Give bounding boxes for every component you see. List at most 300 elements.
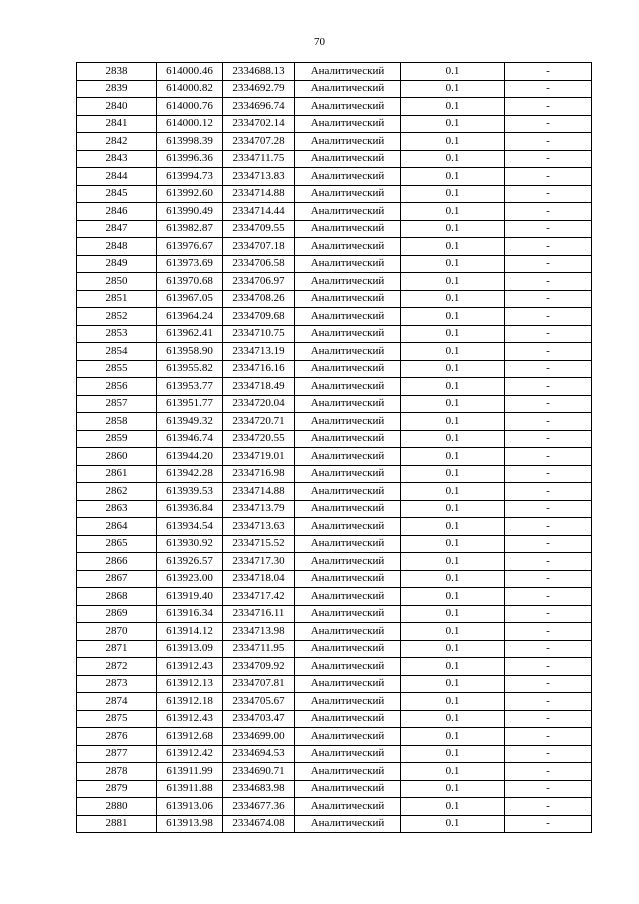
x-coordinate-cell: 613911.99 — [157, 763, 223, 781]
method-cell: Аналитический — [295, 623, 401, 641]
note-cell: - — [505, 465, 592, 483]
point-number-cell: 2871 — [77, 640, 157, 658]
table-row — [77, 518, 592, 536]
note-cell: - — [505, 588, 592, 606]
method-cell: Аналитический — [295, 693, 401, 711]
accuracy-cell: 0.1 — [401, 745, 505, 763]
method-cell: Аналитический — [295, 483, 401, 501]
y-coordinate-cell: 2334718.49 — [223, 378, 295, 396]
table-row — [77, 658, 592, 676]
x-coordinate-cell: 613967.05 — [157, 290, 223, 308]
method-cell: Аналитический — [295, 763, 401, 781]
note-cell: - — [505, 518, 592, 536]
x-coordinate-cell: 613912.68 — [157, 728, 223, 746]
table-row — [77, 273, 592, 291]
method-cell: Аналитический — [295, 378, 401, 396]
accuracy-cell: 0.1 — [401, 290, 505, 308]
y-coordinate-cell: 2334719.01 — [223, 448, 295, 466]
accuracy-cell: 0.1 — [401, 535, 505, 553]
accuracy-cell: 0.1 — [401, 185, 505, 203]
note-cell: - — [505, 115, 592, 133]
y-coordinate-cell: 2334717.42 — [223, 588, 295, 606]
point-number-cell: 2842 — [77, 133, 157, 151]
note-cell: - — [505, 623, 592, 641]
accuracy-cell: 0.1 — [401, 465, 505, 483]
table-row — [77, 290, 592, 308]
y-coordinate-cell: 2334711.95 — [223, 640, 295, 658]
table-row — [77, 63, 592, 81]
table-row — [77, 255, 592, 273]
point-number-cell: 2872 — [77, 658, 157, 676]
method-cell: Аналитический — [295, 535, 401, 553]
method-cell: Аналитический — [295, 238, 401, 256]
accuracy-cell: 0.1 — [401, 483, 505, 501]
table-row — [77, 238, 592, 256]
x-coordinate-cell: 613912.43 — [157, 710, 223, 728]
method-cell: Аналитический — [295, 63, 401, 81]
point-number-cell: 2877 — [77, 745, 157, 763]
method-cell: Аналитический — [295, 308, 401, 326]
y-coordinate-cell: 2334706.97 — [223, 273, 295, 291]
accuracy-cell: 0.1 — [401, 675, 505, 693]
note-cell: - — [505, 238, 592, 256]
note-cell: - — [505, 290, 592, 308]
table-row — [77, 343, 592, 361]
table-row — [77, 815, 592, 833]
note-cell: - — [505, 360, 592, 378]
point-number-cell: 2878 — [77, 763, 157, 781]
note-cell: - — [505, 780, 592, 798]
x-coordinate-cell: 613982.87 — [157, 220, 223, 238]
point-number-cell: 2848 — [77, 238, 157, 256]
y-coordinate-cell: 2334702.14 — [223, 115, 295, 133]
table-row — [77, 728, 592, 746]
table-row — [77, 465, 592, 483]
x-coordinate-cell: 613976.67 — [157, 238, 223, 256]
table-row — [77, 570, 592, 588]
method-cell: Аналитический — [295, 710, 401, 728]
x-coordinate-cell: 613958.90 — [157, 343, 223, 361]
accuracy-cell: 0.1 — [401, 570, 505, 588]
note-cell: - — [505, 255, 592, 273]
point-number-cell: 2881 — [77, 815, 157, 833]
point-number-cell: 2858 — [77, 413, 157, 431]
method-cell: Аналитический — [295, 640, 401, 658]
x-coordinate-cell: 613934.54 — [157, 518, 223, 536]
x-coordinate-cell: 613916.34 — [157, 605, 223, 623]
table-row — [77, 763, 592, 781]
method-cell: Аналитический — [295, 518, 401, 536]
y-coordinate-cell: 2334717.30 — [223, 553, 295, 571]
y-coordinate-cell: 2334714.88 — [223, 483, 295, 501]
method-cell: Аналитический — [295, 588, 401, 606]
point-number-cell: 2856 — [77, 378, 157, 396]
y-coordinate-cell: 2334683.98 — [223, 780, 295, 798]
x-coordinate-cell: 613964.24 — [157, 308, 223, 326]
method-cell: Аналитический — [295, 570, 401, 588]
method-cell: Аналитический — [295, 728, 401, 746]
method-cell: Аналитический — [295, 658, 401, 676]
x-coordinate-cell: 613998.39 — [157, 133, 223, 151]
accuracy-cell: 0.1 — [401, 238, 505, 256]
note-cell: - — [505, 430, 592, 448]
x-coordinate-cell: 613913.09 — [157, 640, 223, 658]
method-cell: Аналитический — [295, 255, 401, 273]
table-row — [77, 535, 592, 553]
table-row — [77, 413, 592, 431]
point-number-cell: 2870 — [77, 623, 157, 641]
point-number-cell: 2838 — [77, 63, 157, 81]
y-coordinate-cell: 2334713.63 — [223, 518, 295, 536]
table-row — [77, 80, 592, 98]
table-row — [77, 483, 592, 501]
note-cell: - — [505, 815, 592, 833]
x-coordinate-cell: 613973.69 — [157, 255, 223, 273]
table-row — [77, 98, 592, 116]
table-row — [77, 675, 592, 693]
x-coordinate-cell: 613944.20 — [157, 448, 223, 466]
point-number-cell: 2875 — [77, 710, 157, 728]
point-number-cell: 2869 — [77, 605, 157, 623]
x-coordinate-cell: 614000.46 — [157, 63, 223, 81]
y-coordinate-cell: 2334677.36 — [223, 798, 295, 816]
method-cell: Аналитический — [295, 80, 401, 98]
point-number-cell: 2874 — [77, 693, 157, 711]
table-row — [77, 360, 592, 378]
x-coordinate-cell: 613923.00 — [157, 570, 223, 588]
accuracy-cell: 0.1 — [401, 588, 505, 606]
table-row — [77, 623, 592, 641]
x-coordinate-cell: 613962.41 — [157, 325, 223, 343]
x-coordinate-cell: 613990.49 — [157, 203, 223, 221]
method-cell: Аналитический — [295, 185, 401, 203]
accuracy-cell: 0.1 — [401, 413, 505, 431]
y-coordinate-cell: 2334709.92 — [223, 658, 295, 676]
accuracy-cell: 0.1 — [401, 378, 505, 396]
accuracy-cell: 0.1 — [401, 133, 505, 151]
table-row — [77, 220, 592, 238]
method-cell: Аналитический — [295, 395, 401, 413]
accuracy-cell: 0.1 — [401, 605, 505, 623]
point-number-cell: 2873 — [77, 675, 157, 693]
accuracy-cell: 0.1 — [401, 763, 505, 781]
point-number-cell: 2866 — [77, 553, 157, 571]
note-cell: - — [505, 308, 592, 326]
table-row — [77, 185, 592, 203]
x-coordinate-cell: 613912.18 — [157, 693, 223, 711]
note-cell: - — [505, 500, 592, 518]
note-cell: - — [505, 798, 592, 816]
y-coordinate-cell: 2334707.81 — [223, 675, 295, 693]
accuracy-cell: 0.1 — [401, 325, 505, 343]
x-coordinate-cell: 613912.43 — [157, 658, 223, 676]
accuracy-cell: 0.1 — [401, 168, 505, 186]
x-coordinate-cell: 613942.28 — [157, 465, 223, 483]
point-number-cell: 2844 — [77, 168, 157, 186]
method-cell: Аналитический — [295, 360, 401, 378]
accuracy-cell: 0.1 — [401, 150, 505, 168]
point-number-cell: 2851 — [77, 290, 157, 308]
note-cell: - — [505, 658, 592, 676]
method-cell: Аналитический — [295, 168, 401, 186]
point-number-cell: 2846 — [77, 203, 157, 221]
accuracy-cell: 0.1 — [401, 203, 505, 221]
point-number-cell: 2841 — [77, 115, 157, 133]
y-coordinate-cell: 2334674.08 — [223, 815, 295, 833]
point-number-cell: 2843 — [77, 150, 157, 168]
accuracy-cell: 0.1 — [401, 308, 505, 326]
method-cell: Аналитический — [295, 465, 401, 483]
x-coordinate-cell: 613914.12 — [157, 623, 223, 641]
point-number-cell: 2863 — [77, 500, 157, 518]
method-cell: Аналитический — [295, 290, 401, 308]
point-number-cell: 2849 — [77, 255, 157, 273]
method-cell: Аналитический — [295, 413, 401, 431]
accuracy-cell: 0.1 — [401, 98, 505, 116]
y-coordinate-cell: 2334707.28 — [223, 133, 295, 151]
point-number-cell: 2850 — [77, 273, 157, 291]
note-cell: - — [505, 133, 592, 151]
accuracy-cell: 0.1 — [401, 780, 505, 798]
table-row — [77, 325, 592, 343]
coordinates-table — [76, 62, 592, 833]
method-cell: Аналитический — [295, 220, 401, 238]
note-cell: - — [505, 675, 592, 693]
y-coordinate-cell: 2334694.53 — [223, 745, 295, 763]
note-cell: - — [505, 395, 592, 413]
y-coordinate-cell: 2334713.83 — [223, 168, 295, 186]
accuracy-cell: 0.1 — [401, 430, 505, 448]
y-coordinate-cell: 2334692.79 — [223, 80, 295, 98]
accuracy-cell: 0.1 — [401, 658, 505, 676]
y-coordinate-cell: 2334690.71 — [223, 763, 295, 781]
y-coordinate-cell: 2334714.88 — [223, 185, 295, 203]
y-coordinate-cell: 2334716.98 — [223, 465, 295, 483]
table-row — [77, 798, 592, 816]
method-cell: Аналитический — [295, 675, 401, 693]
y-coordinate-cell: 2334705.67 — [223, 693, 295, 711]
table-row — [77, 553, 592, 571]
method-cell: Аналитический — [295, 605, 401, 623]
y-coordinate-cell: 2334720.04 — [223, 395, 295, 413]
x-coordinate-cell: 614000.76 — [157, 98, 223, 116]
y-coordinate-cell: 2334711.75 — [223, 150, 295, 168]
accuracy-cell: 0.1 — [401, 553, 505, 571]
point-number-cell: 2853 — [77, 325, 157, 343]
x-coordinate-cell: 613926.57 — [157, 553, 223, 571]
accuracy-cell: 0.1 — [401, 115, 505, 133]
x-coordinate-cell: 613930.92 — [157, 535, 223, 553]
point-number-cell: 2855 — [77, 360, 157, 378]
note-cell: - — [505, 605, 592, 623]
note-cell: - — [505, 168, 592, 186]
note-cell: - — [505, 80, 592, 98]
table-row — [77, 605, 592, 623]
method-cell: Аналитический — [295, 448, 401, 466]
accuracy-cell: 0.1 — [401, 728, 505, 746]
y-coordinate-cell: 2334715.52 — [223, 535, 295, 553]
y-coordinate-cell: 2334708.26 — [223, 290, 295, 308]
x-coordinate-cell: 613992.60 — [157, 185, 223, 203]
y-coordinate-cell: 2334718.04 — [223, 570, 295, 588]
y-coordinate-cell: 2334720.55 — [223, 430, 295, 448]
accuracy-cell: 0.1 — [401, 273, 505, 291]
x-coordinate-cell: 614000.12 — [157, 115, 223, 133]
y-coordinate-cell: 2334720.71 — [223, 413, 295, 431]
table-row — [77, 395, 592, 413]
method-cell: Аналитический — [295, 150, 401, 168]
x-coordinate-cell: 613955.82 — [157, 360, 223, 378]
method-cell: Аналитический — [295, 780, 401, 798]
point-number-cell: 2840 — [77, 98, 157, 116]
note-cell: - — [505, 378, 592, 396]
point-number-cell: 2864 — [77, 518, 157, 536]
method-cell: Аналитический — [295, 343, 401, 361]
method-cell: Аналитический — [295, 815, 401, 833]
accuracy-cell: 0.1 — [401, 360, 505, 378]
y-coordinate-cell: 2334713.98 — [223, 623, 295, 641]
table-row — [77, 710, 592, 728]
table-row — [77, 308, 592, 326]
note-cell: - — [505, 483, 592, 501]
point-number-cell: 2868 — [77, 588, 157, 606]
note-cell: - — [505, 185, 592, 203]
note-cell: - — [505, 728, 592, 746]
note-cell: - — [505, 745, 592, 763]
accuracy-cell: 0.1 — [401, 640, 505, 658]
method-cell: Аналитический — [295, 500, 401, 518]
point-number-cell: 2865 — [77, 535, 157, 553]
method-cell: Аналитический — [295, 133, 401, 151]
x-coordinate-cell: 613970.68 — [157, 273, 223, 291]
table-row — [77, 203, 592, 221]
table-row — [77, 500, 592, 518]
note-cell: - — [505, 63, 592, 81]
accuracy-cell: 0.1 — [401, 395, 505, 413]
method-cell: Аналитический — [295, 798, 401, 816]
method-cell: Аналитический — [295, 115, 401, 133]
y-coordinate-cell: 2334707.18 — [223, 238, 295, 256]
note-cell: - — [505, 448, 592, 466]
table-row — [77, 780, 592, 798]
table-row — [77, 588, 592, 606]
accuracy-cell: 0.1 — [401, 63, 505, 81]
note-cell: - — [505, 98, 592, 116]
point-number-cell: 2839 — [77, 80, 157, 98]
note-cell: - — [505, 273, 592, 291]
note-cell: - — [505, 220, 592, 238]
point-number-cell: 2880 — [77, 798, 157, 816]
y-coordinate-cell: 2334716.11 — [223, 605, 295, 623]
note-cell: - — [505, 203, 592, 221]
note-cell: - — [505, 640, 592, 658]
x-coordinate-cell: 613913.98 — [157, 815, 223, 833]
y-coordinate-cell: 2334710.75 — [223, 325, 295, 343]
note-cell: - — [505, 535, 592, 553]
x-coordinate-cell: 614000.82 — [157, 80, 223, 98]
table-row — [77, 168, 592, 186]
note-cell: - — [505, 325, 592, 343]
table-row — [77, 378, 592, 396]
y-coordinate-cell: 2334714.44 — [223, 203, 295, 221]
note-cell: - — [505, 553, 592, 571]
point-number-cell: 2845 — [77, 185, 157, 203]
x-coordinate-cell: 613994.73 — [157, 168, 223, 186]
accuracy-cell: 0.1 — [401, 518, 505, 536]
point-number-cell: 2854 — [77, 343, 157, 361]
x-coordinate-cell: 613913.06 — [157, 798, 223, 816]
point-number-cell: 2860 — [77, 448, 157, 466]
method-cell: Аналитический — [295, 745, 401, 763]
x-coordinate-cell: 613949.32 — [157, 413, 223, 431]
note-cell: - — [505, 413, 592, 431]
accuracy-cell: 0.1 — [401, 448, 505, 466]
table-body — [77, 63, 592, 833]
x-coordinate-cell: 613936.84 — [157, 500, 223, 518]
method-cell: Аналитический — [295, 430, 401, 448]
method-cell: Аналитический — [295, 273, 401, 291]
point-number-cell: 2876 — [77, 728, 157, 746]
point-number-cell: 2852 — [77, 308, 157, 326]
point-number-cell: 2867 — [77, 570, 157, 588]
note-cell: - — [505, 150, 592, 168]
x-coordinate-cell: 613946.74 — [157, 430, 223, 448]
accuracy-cell: 0.1 — [401, 798, 505, 816]
accuracy-cell: 0.1 — [401, 815, 505, 833]
accuracy-cell: 0.1 — [401, 220, 505, 238]
y-coordinate-cell: 2334709.55 — [223, 220, 295, 238]
note-cell: - — [505, 570, 592, 588]
note-cell: - — [505, 693, 592, 711]
x-coordinate-cell: 613911.88 — [157, 780, 223, 798]
table-row — [77, 693, 592, 711]
x-coordinate-cell: 613939.53 — [157, 483, 223, 501]
y-coordinate-cell: 2334688.13 — [223, 63, 295, 81]
note-cell: - — [505, 763, 592, 781]
note-cell: - — [505, 710, 592, 728]
method-cell: Аналитический — [295, 325, 401, 343]
accuracy-cell: 0.1 — [401, 693, 505, 711]
table-row — [77, 745, 592, 763]
note-cell: - — [505, 343, 592, 361]
point-number-cell: 2857 — [77, 395, 157, 413]
method-cell: Аналитический — [295, 203, 401, 221]
accuracy-cell: 0.1 — [401, 710, 505, 728]
table-row — [77, 133, 592, 151]
point-number-cell: 2862 — [77, 483, 157, 501]
y-coordinate-cell: 2334716.16 — [223, 360, 295, 378]
table-row — [77, 150, 592, 168]
point-number-cell: 2861 — [77, 465, 157, 483]
table-row — [77, 115, 592, 133]
page-number: 70 — [314, 36, 325, 48]
x-coordinate-cell: 613996.36 — [157, 150, 223, 168]
table-row — [77, 640, 592, 658]
y-coordinate-cell: 2334699.00 — [223, 728, 295, 746]
accuracy-cell: 0.1 — [401, 623, 505, 641]
table-row — [77, 430, 592, 448]
method-cell: Аналитический — [295, 553, 401, 571]
accuracy-cell: 0.1 — [401, 343, 505, 361]
y-coordinate-cell: 2334706.58 — [223, 255, 295, 273]
accuracy-cell: 0.1 — [401, 500, 505, 518]
point-number-cell: 2847 — [77, 220, 157, 238]
x-coordinate-cell: 613953.77 — [157, 378, 223, 396]
method-cell: Аналитический — [295, 98, 401, 116]
point-number-cell: 2879 — [77, 780, 157, 798]
accuracy-cell: 0.1 — [401, 255, 505, 273]
y-coordinate-cell: 2334696.74 — [223, 98, 295, 116]
